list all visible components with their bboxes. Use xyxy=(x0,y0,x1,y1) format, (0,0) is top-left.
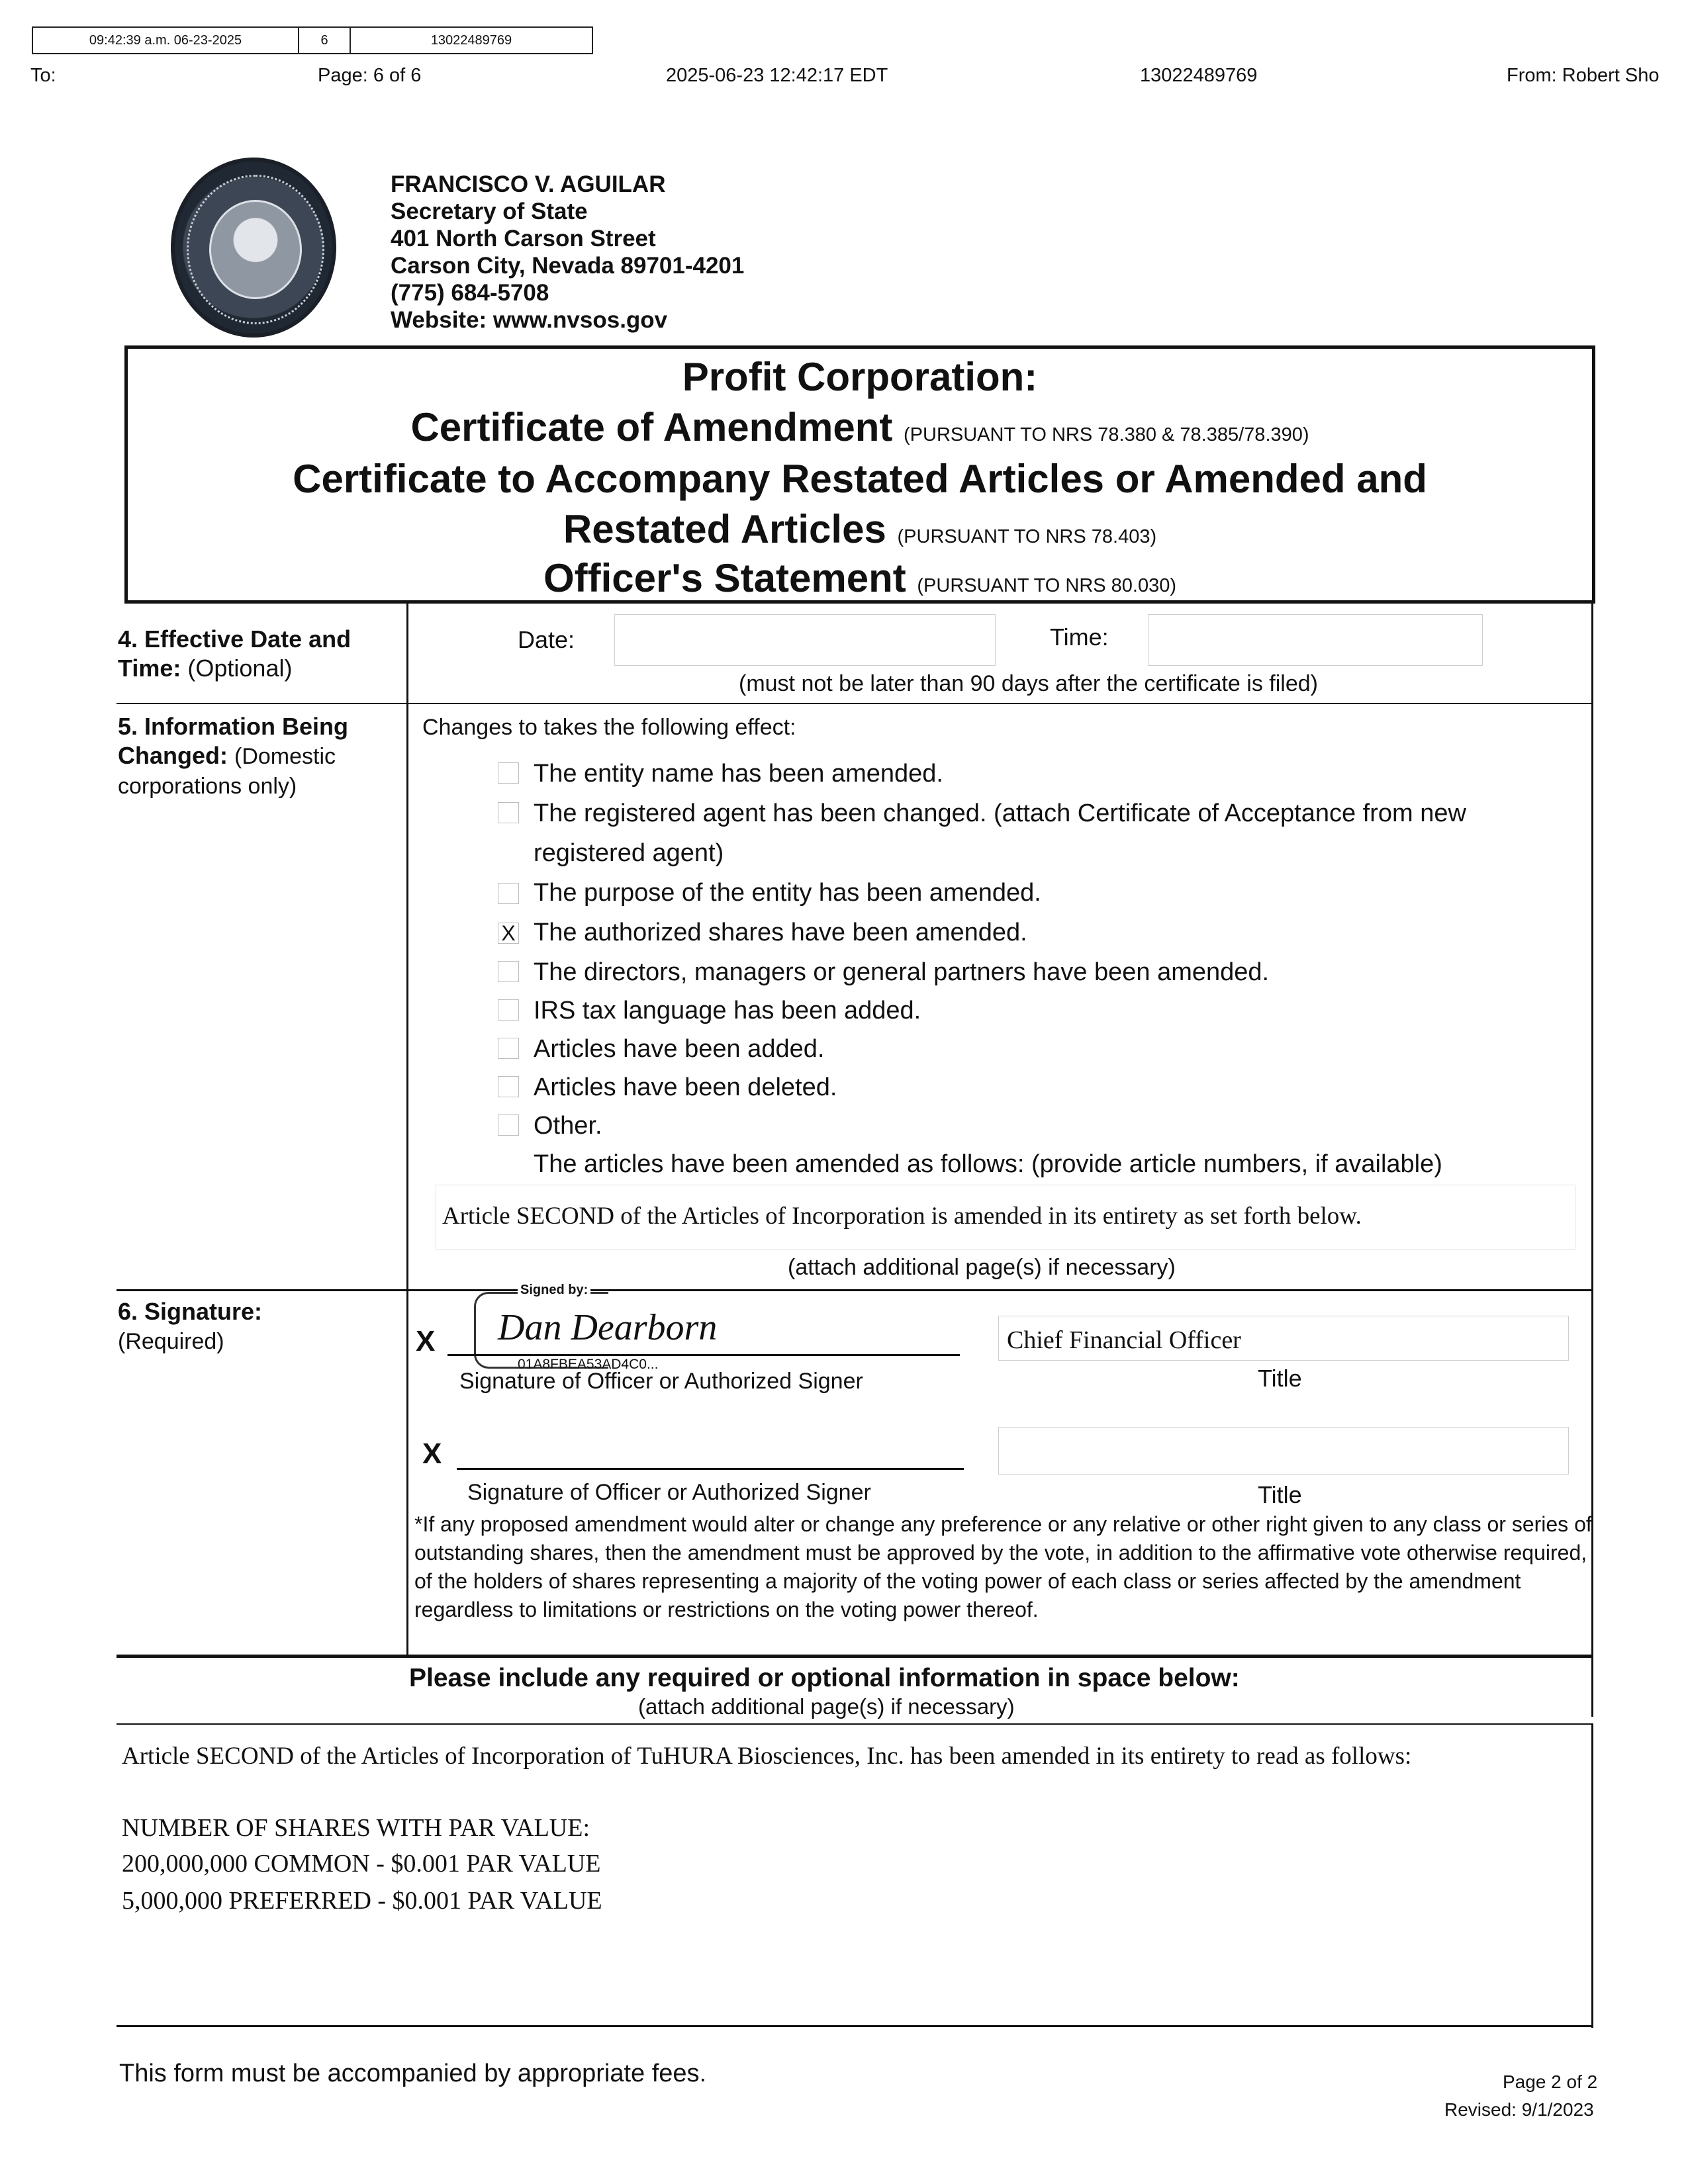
row-divider-6 xyxy=(117,1655,1593,1658)
additional-bottom-border xyxy=(117,2025,1593,2027)
title-restated-articles: Restated Articles (PURSUANT TO NRS 78.403) xyxy=(563,507,1157,551)
row-divider-5 xyxy=(117,1289,1593,1291)
checkbox-irs-tax[interactable] xyxy=(498,999,519,1021)
fax-page: Page: 6 of 6 xyxy=(318,65,422,86)
checkbox-registered-agent[interactable] xyxy=(498,802,519,823)
title-nrs-note-1: (PURSUANT TO NRS 78.380 & 78.385/78.390) xyxy=(904,424,1309,445)
signature-caption-1: Signature of Officer or Authorized Signer xyxy=(459,1369,863,1394)
title-caption-2: Title xyxy=(1258,1481,1302,1508)
option-authorized-shares: The authorized shares have been amended. xyxy=(534,919,1027,946)
title-profit-corporation: Profit Corporation: xyxy=(682,355,1038,399)
title-nrs-note-3: (PURSUANT TO NRS 80.030) xyxy=(917,575,1177,596)
title-certificate-restated: Certificate to Accompany Restated Articles or Amended and xyxy=(293,457,1427,501)
signed-by-label: Signed by: xyxy=(518,1283,590,1298)
fees-notice: This form must be accompanied by appropriate fees. xyxy=(119,2060,707,2087)
additional-line-1: Article SECOND of the Articles of Incorporation of TuHURA Biosciences, Inc. has been amended in its entirety to read as follows: xyxy=(122,1743,1412,1770)
option-registered-agent: The registered agent has been changed. (attach Certificate of Acceptance from new xyxy=(534,799,1466,827)
title-certificate-of-amendment: Certificate of Amendment (PURSUANT TO NRS 78.380 & 78.385/78.390) xyxy=(410,405,1309,449)
title-caption-1: Title xyxy=(1258,1365,1302,1392)
section5-label: 5. Information Being Changed: (Domestic corporations only) xyxy=(118,713,349,799)
option-directors: The directors, managers or general partners have been amended. xyxy=(534,958,1270,986)
office-title: Secretary of State xyxy=(391,199,588,224)
nevada-state-seal-icon xyxy=(171,158,336,338)
fax-to: To: xyxy=(30,65,56,86)
additional-note: (attach additional page(s) if necessary) xyxy=(638,1694,1015,1719)
signature-x-1: X xyxy=(416,1325,436,1357)
fax-id-box xyxy=(32,26,593,54)
office-city: Carson City, Nevada 89701-4201 xyxy=(391,253,745,279)
option-purpose: The purpose of the entity has been amended. xyxy=(534,879,1041,907)
additional-line-3: 200,000,000 COMMON - $0.001 PAR VALUE xyxy=(122,1850,601,1878)
office-website: Website: www.nvsos.gov xyxy=(391,307,668,333)
fax-from: From: Robert Sho xyxy=(1507,65,1660,86)
title-field-2[interactable] xyxy=(998,1427,1569,1475)
fax-box-number: 13022489769 xyxy=(430,32,512,48)
checkbox-other[interactable] xyxy=(498,1115,519,1136)
revised-date: Revised: 9/1/2023 xyxy=(1444,2099,1594,2120)
date-field[interactable] xyxy=(614,614,996,666)
office-street: 401 North Carson Street xyxy=(391,226,656,251)
signature-line-2[interactable] xyxy=(457,1468,964,1470)
row-divider-4 xyxy=(117,703,1593,704)
section4-label: 4. Effective Date and Time: (Optional) xyxy=(118,625,352,682)
amended-articles-text: Article SECOND of the Articles of Incorporation is amended in its entirety as set forth below. xyxy=(442,1203,1362,1230)
column-divider xyxy=(406,604,408,1656)
additional-line-4: 5,000,000 PREFERRED - $0.001 PAR VALUE xyxy=(122,1887,602,1915)
form-title-box xyxy=(124,345,1595,604)
docusign-id: 01A8FBEA53AD4C0... xyxy=(518,1357,659,1372)
checkbox-purpose[interactable] xyxy=(498,883,519,904)
title-value-1: Chief Financial Officer xyxy=(1007,1326,1241,1354)
title-officers-statement: Officer's Statement (PURSUANT TO NRS 80.030) xyxy=(543,556,1177,600)
option-registered-agent-cont: registered agent) xyxy=(534,839,724,867)
fax-box-time: 09:42:39 a.m. 06-23-2025 xyxy=(33,28,299,53)
title-nrs-note-2: (PURSUANT TO NRS 78.403) xyxy=(897,526,1157,547)
checkbox-articles-deleted[interactable] xyxy=(498,1076,519,1097)
signature-image: Dan Dearborn xyxy=(498,1307,718,1348)
fax-datetime: 2025-06-23 12:42:17 EDT xyxy=(666,65,888,86)
option-articles-added: Articles have been added. xyxy=(534,1035,825,1063)
checkbox-directors[interactable] xyxy=(498,961,519,982)
additional-line-2: NUMBER OF SHARES WITH PAR VALUE: xyxy=(122,1814,590,1842)
option-other: Other. xyxy=(534,1112,602,1140)
additional-heading: Please include any required or optional information in space below: xyxy=(409,1664,1240,1692)
date-label: Date: xyxy=(518,626,575,653)
checkbox-entity-name[interactable] xyxy=(498,762,519,784)
additional-right-border xyxy=(1591,1723,1593,2028)
title-field-1[interactable] xyxy=(998,1316,1569,1361)
fax-box-page: 6 xyxy=(299,28,351,53)
office-phone: (775) 684-5708 xyxy=(391,280,549,306)
secretary-of-state-block xyxy=(391,171,744,334)
office-name: FRANCISCO V. AGUILAR xyxy=(391,171,666,197)
additional-heading-divider xyxy=(117,1723,1593,1725)
page-number: Page 2 of 2 xyxy=(1503,2071,1598,2092)
checkbox-authorized-shares[interactable]: X xyxy=(498,923,519,944)
effective-date-note: (must not be later than 90 days after the certificate is filed) xyxy=(739,671,1318,696)
time-label: Time: xyxy=(1050,623,1109,651)
fax-number: 13022489769 xyxy=(1140,65,1258,86)
option-irs-tax: IRS tax language has been added. xyxy=(534,997,921,1024)
signature-x-2: X xyxy=(422,1437,442,1470)
amendment-footnote: *If any proposed amendment would alter or change any preference or any relative or other right given to any class or series of outstanding shares, then the amendment must be approved by the vote, in addition to the affirmative vote otherwise required, of the holders of shares representing a majority of the voting power of each class or series affected by the amendment regardless to limitations or restrictions on the voting power thereof. xyxy=(414,1512,1592,1621)
section6-label: 6. Signature: (Required) xyxy=(118,1298,263,1354)
signature-line-1 xyxy=(447,1354,960,1356)
attach-note-5: (attach additional page(s) if necessary) xyxy=(788,1255,1176,1280)
signature-caption-2: Signature of Officer or Authorized Signer xyxy=(467,1480,871,1505)
option-articles-deleted: Articles have been deleted. xyxy=(534,1073,837,1101)
checkbox-articles-added[interactable] xyxy=(498,1038,519,1059)
option-entity-name: The entity name has been amended. xyxy=(534,760,943,788)
amended-intro: The articles have been amended as follows: (provide article numbers, if available) xyxy=(534,1150,1442,1178)
changes-intro: Changes to takes the following effect: xyxy=(422,715,796,740)
time-field[interactable] xyxy=(1148,614,1483,666)
